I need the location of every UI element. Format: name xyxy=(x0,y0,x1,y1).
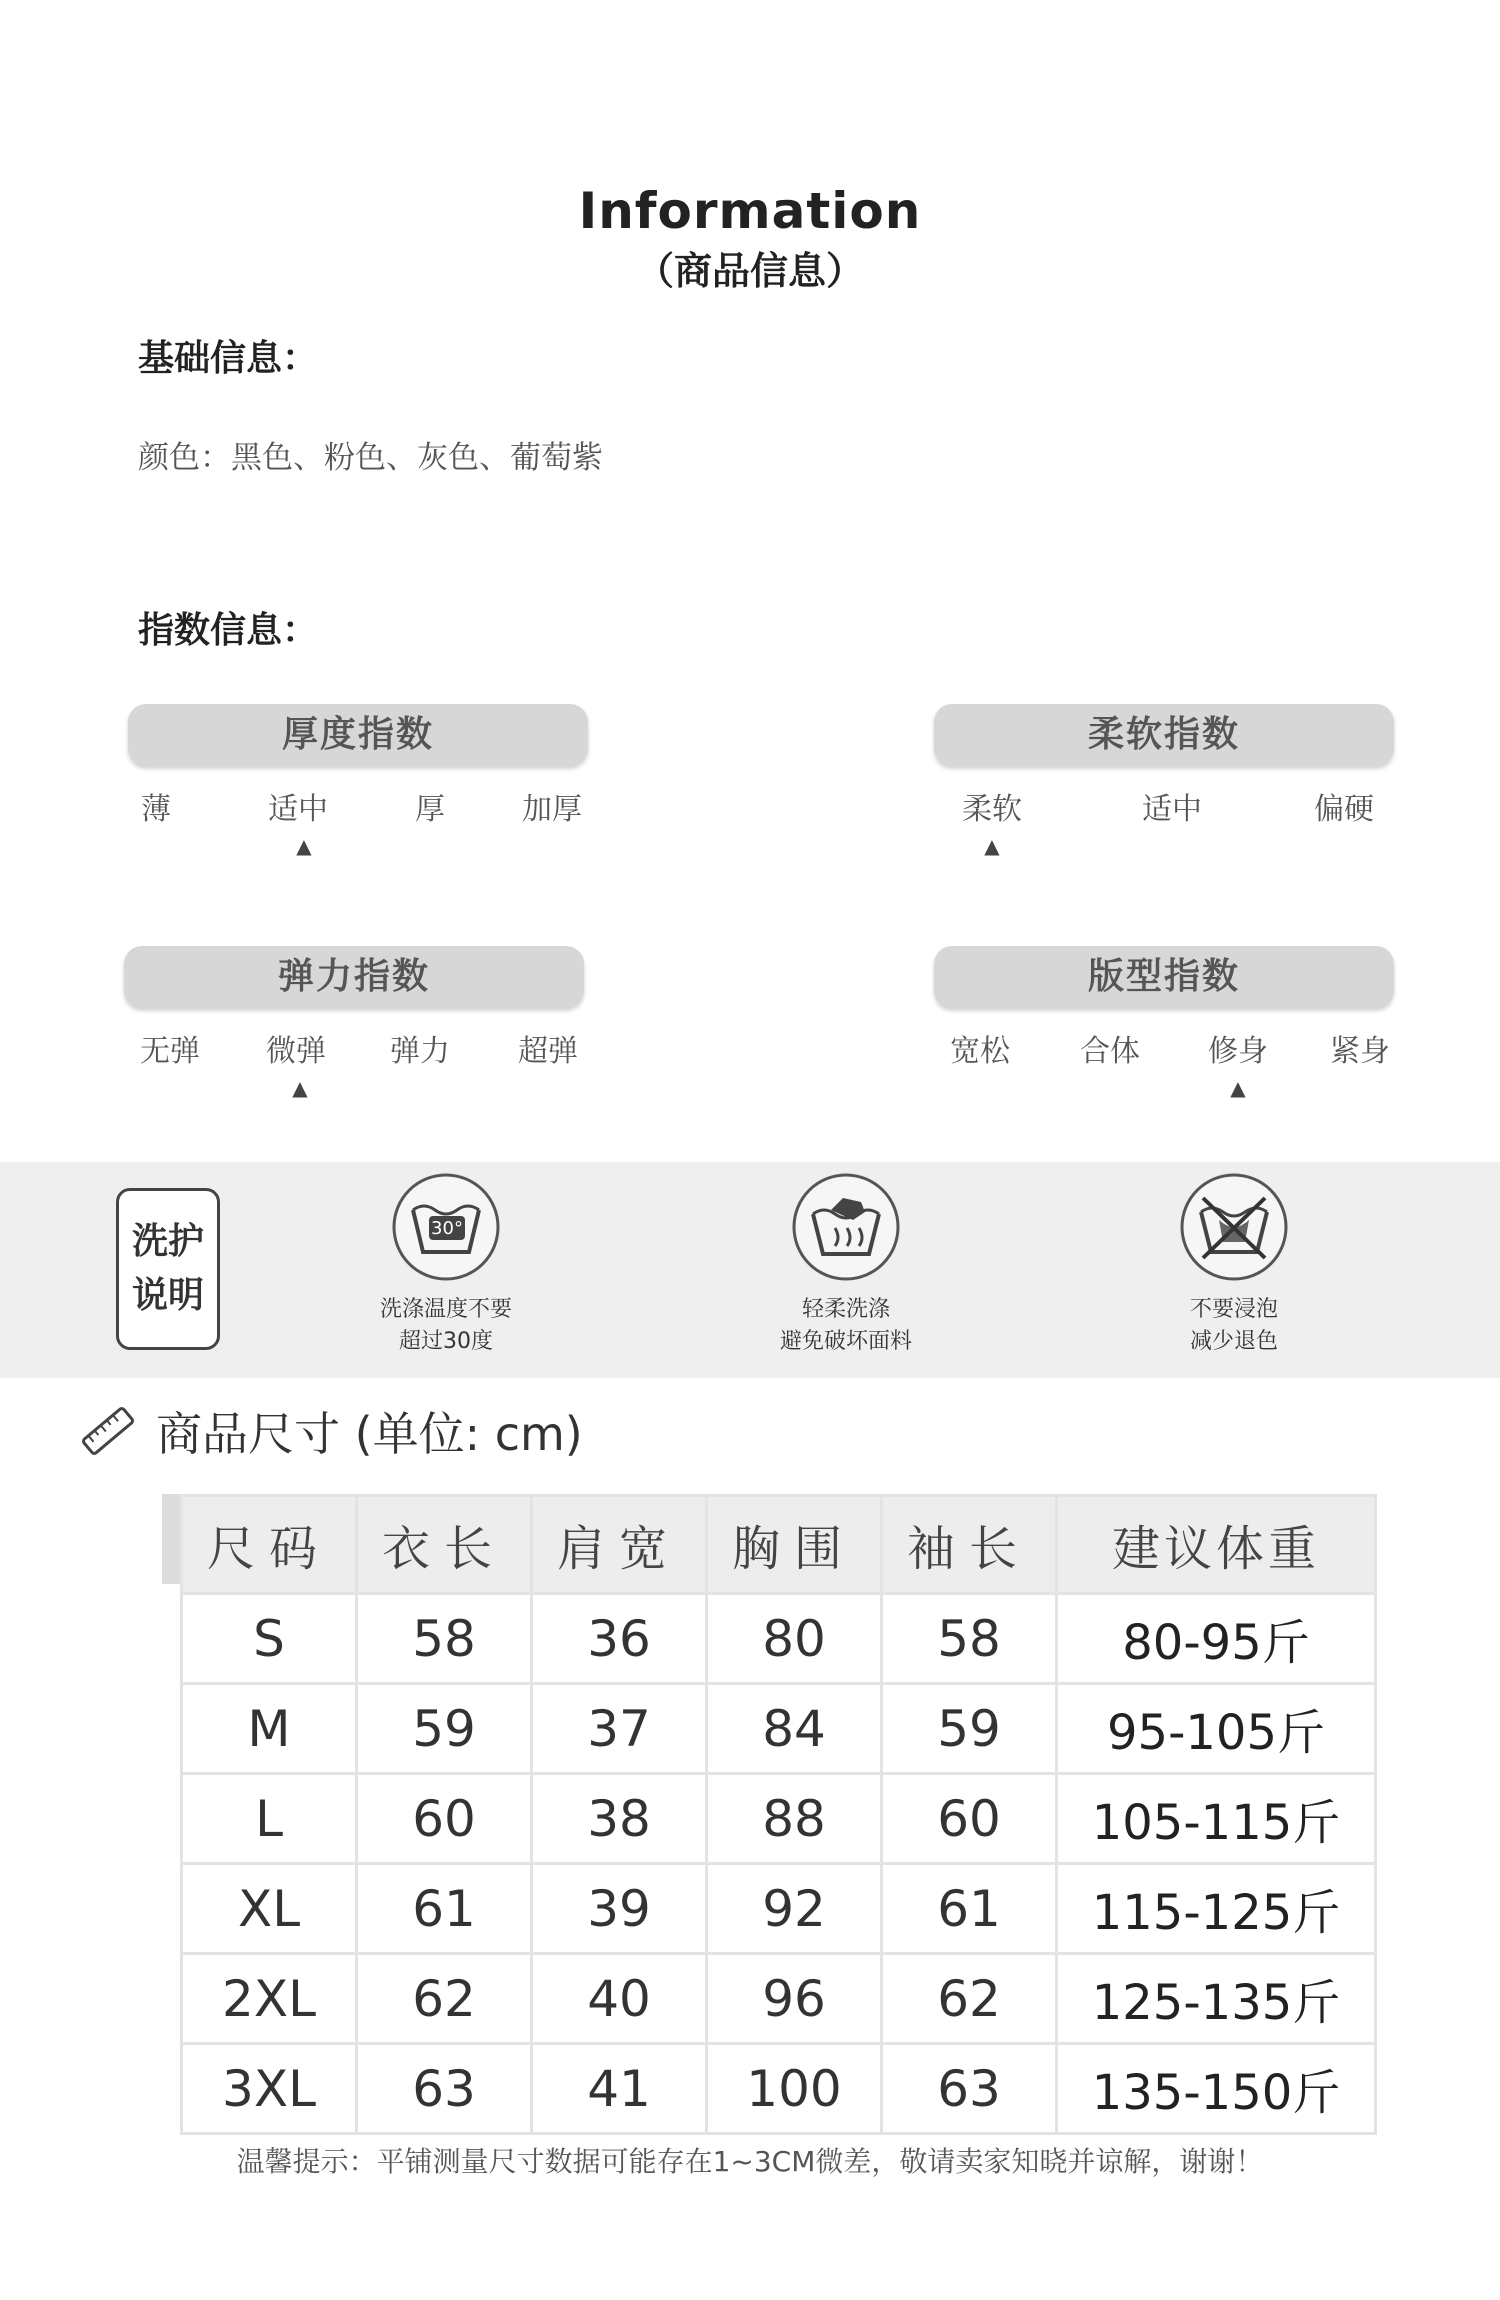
header-chest: 胸围 xyxy=(707,1496,882,1594)
cell-chest: 100 xyxy=(707,2044,882,2134)
header-weight: 建议体重 xyxy=(1057,1496,1376,1594)
index-level: 厚 xyxy=(415,792,445,827)
index-scale-elasticity xyxy=(124,1008,584,1098)
cell-sleeve: 61 xyxy=(882,1864,1057,1954)
selected-marker-icon: ▲ xyxy=(984,834,1000,858)
index-level: 超弹 xyxy=(518,1034,578,1069)
header-length: 衣长 xyxy=(357,1496,532,1594)
ruler-icon xyxy=(76,1402,136,1462)
index-level: 无弹 xyxy=(140,1034,200,1069)
wash-30-icon xyxy=(391,1172,501,1282)
care-instructions-band xyxy=(0,1162,1500,1378)
cell-chest: 96 xyxy=(707,1954,882,2044)
header-shoulder: 肩宽 xyxy=(532,1496,707,1594)
cell-sleeve: 62 xyxy=(882,1954,1057,2044)
cell-size: M xyxy=(182,1684,357,1774)
selected-marker-icon: ▲ xyxy=(296,834,312,858)
table-row xyxy=(182,1594,1376,1684)
cell-shoulder: 37 xyxy=(532,1684,707,1774)
cell-size: L xyxy=(182,1774,357,1864)
care-text-line2: 避免破坏面料 xyxy=(779,1329,912,1354)
cell-sleeve: 59 xyxy=(882,1684,1057,1774)
cell-length: 59 xyxy=(357,1684,532,1774)
index-level: 弹力 xyxy=(390,1034,450,1069)
cell-size: 3XL xyxy=(182,2044,357,2134)
wash-temp-label: 30° xyxy=(431,1218,463,1239)
selected-marker-icon: ▲ xyxy=(1230,1076,1246,1100)
index-title-elasticity: 弹力指数 xyxy=(124,946,584,1008)
cell-weight: 105-115斤 xyxy=(1057,1774,1376,1864)
cell-weight: 80-95斤 xyxy=(1057,1594,1376,1684)
index-level: 适中 xyxy=(268,792,328,827)
index-scale-softness xyxy=(934,766,1394,856)
basic-info-heading: 基础信息： xyxy=(138,338,319,379)
index-level: 微弹 xyxy=(266,1034,326,1069)
cell-chest: 84 xyxy=(707,1684,882,1774)
index-level: 薄 xyxy=(141,792,171,827)
care-text-line2: 减少退色 xyxy=(1189,1329,1278,1354)
care-item-gentle-wash xyxy=(716,1172,976,1358)
index-level: 适中 xyxy=(1142,792,1202,827)
care-label-line1: 洗护 xyxy=(131,1221,204,1262)
cell-weight: 115-125斤 xyxy=(1057,1864,1376,1954)
table-header-shadow xyxy=(162,1494,180,1584)
index-level: 加厚 xyxy=(522,792,582,827)
index-scale-thickness xyxy=(128,766,588,856)
selected-marker-icon: ▲ xyxy=(292,1076,308,1100)
cell-chest: 92 xyxy=(707,1864,882,1954)
care-text-line1: 不要浸泡 xyxy=(1189,1297,1278,1322)
index-level: 修身 xyxy=(1208,1034,1268,1069)
cell-length: 63 xyxy=(357,2044,532,2134)
cell-sleeve: 58 xyxy=(882,1594,1057,1684)
size-table xyxy=(180,1494,1377,2135)
size-table-header xyxy=(182,1496,1376,1594)
cell-length: 58 xyxy=(357,1594,532,1684)
cell-chest: 80 xyxy=(707,1594,882,1684)
index-group-fit xyxy=(934,946,1394,1098)
index-title-thickness: 厚度指数 xyxy=(128,704,588,766)
table-row xyxy=(182,1954,1376,2044)
cell-shoulder: 38 xyxy=(532,1774,707,1864)
no-soak-icon xyxy=(1179,1172,1289,1282)
cell-shoulder: 39 xyxy=(532,1864,707,1954)
index-info-heading: 指数信息： xyxy=(138,610,319,651)
index-title-fit: 版型指数 xyxy=(934,946,1394,1008)
header-sleeve: 袖长 xyxy=(882,1496,1057,1594)
cell-weight: 95-105斤 xyxy=(1057,1684,1376,1774)
index-level: 合体 xyxy=(1080,1034,1140,1069)
cell-length: 62 xyxy=(357,1954,532,2044)
cell-shoulder: 41 xyxy=(532,2044,707,2134)
index-group-elasticity xyxy=(124,946,584,1098)
cell-weight: 125-135斤 xyxy=(1057,1954,1376,2044)
care-text-line1: 轻柔洗涤 xyxy=(801,1297,890,1322)
cell-length: 60 xyxy=(357,1774,532,1864)
color-options: 颜色：黑色、粉色、灰色、葡萄紫 xyxy=(138,440,603,476)
index-level: 宽松 xyxy=(950,1034,1010,1069)
cell-weight: 135-150斤 xyxy=(1057,2044,1376,2134)
care-item-no-soak xyxy=(1104,1172,1364,1358)
care-label-box xyxy=(116,1188,220,1350)
table-row xyxy=(182,1684,1376,1774)
size-section-title: 商品尺寸 (单位: cm) xyxy=(156,1407,583,1461)
cell-size: 2XL xyxy=(182,1954,357,2044)
care-item-wash-temp xyxy=(316,1172,576,1358)
table-row xyxy=(182,1774,1376,1864)
cell-size: XL xyxy=(182,1864,357,1954)
index-title-softness: 柔软指数 xyxy=(934,704,1394,766)
care-label-line2: 说明 xyxy=(131,1275,204,1316)
cell-shoulder: 36 xyxy=(532,1594,707,1684)
index-level: 紧身 xyxy=(1330,1034,1390,1069)
hand-wash-icon xyxy=(791,1172,901,1282)
table-row xyxy=(182,1864,1376,1954)
header-size: 尺码 xyxy=(182,1496,357,1594)
table-row xyxy=(182,2044,1376,2134)
index-scale-fit xyxy=(934,1008,1394,1098)
cell-size: S xyxy=(182,1594,357,1684)
care-text-line2: 超过30度 xyxy=(399,1329,493,1354)
index-group-thickness xyxy=(128,704,588,856)
cell-shoulder: 40 xyxy=(532,1954,707,2044)
cell-sleeve: 60 xyxy=(882,1774,1057,1864)
index-level: 柔软 xyxy=(962,792,1022,827)
cell-sleeve: 63 xyxy=(882,2044,1057,2134)
care-text-line1: 洗涤温度不要 xyxy=(379,1297,512,1322)
page-title-cn: （商品信息） xyxy=(635,249,864,293)
index-group-softness xyxy=(934,704,1394,856)
page-title-en: Information xyxy=(578,182,922,240)
cell-length: 61 xyxy=(357,1864,532,1954)
cell-chest: 88 xyxy=(707,1774,882,1864)
measurement-tip: 温馨提示：平铺测量尺寸数据可能存在1~3CM微差，敬请卖家知晓并谅解，谢谢！ xyxy=(236,2145,1264,2178)
index-level: 偏硬 xyxy=(1314,792,1374,827)
